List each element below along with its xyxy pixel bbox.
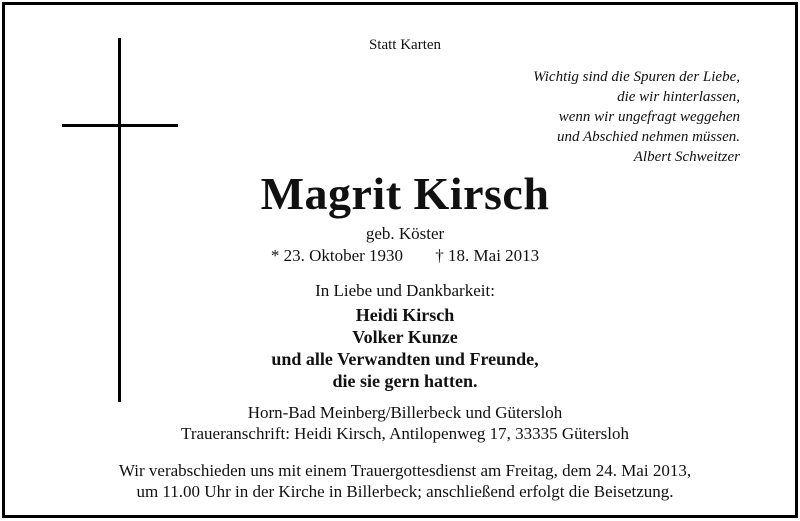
service-line: Wir verabschieden uns mit einem Trauergottesdienst am Freitag, dem 24. Mai 2013,: [118, 461, 692, 480]
birth-name: geb. Köster: [365, 224, 445, 243]
obituary-frame: [2, 2, 798, 518]
quote-author: Albert Schweitzer: [633, 149, 740, 165]
statt-karten-label: Statt Karten: [368, 37, 442, 53]
mourners-list: [105, 304, 705, 392]
mourner-name: Heidi Kirsch: [355, 305, 455, 325]
cross-icon-bar: [62, 124, 178, 127]
memorial-quote: [410, 67, 740, 167]
mourner-name: Volker Kunze: [352, 327, 458, 347]
service-line: um 11.00 Uhr in der Kirche in Billerbeck; anschließend erfolgt die Beisetzung.: [136, 482, 674, 501]
thanks-intro: In Liebe und Dankbarkeit:: [315, 281, 495, 300]
life-dates: [105, 245, 705, 267]
address-block: [105, 402, 705, 444]
mourning-address: Traueranschrift: Heidi Kirsch, Antilopenweg 17, 33335 Gütersloh: [181, 424, 629, 443]
deceased-name: Magrit Kirsch: [260, 168, 550, 219]
quote-line: die wir hinterlassen,: [617, 89, 740, 105]
quote-line: und Abschied nehmen müssen.: [556, 129, 740, 145]
place-line: Horn-Bad Meinberg/Billerbeck und Gütersloh: [247, 403, 563, 422]
mourner-line: und alle Verwandten und Freunde,: [271, 349, 539, 369]
quote-line: wenn wir ungefragt weggehen: [558, 109, 740, 125]
quote-line: Wichtig sind die Spuren der Liebe,: [533, 69, 740, 85]
mourner-line: die sie gern hatten.: [332, 371, 478, 391]
death-date: † 18. Mai 2013: [435, 246, 540, 265]
birth-date: * 23. Oktober 1930: [270, 246, 404, 265]
service-info: [45, 460, 765, 502]
